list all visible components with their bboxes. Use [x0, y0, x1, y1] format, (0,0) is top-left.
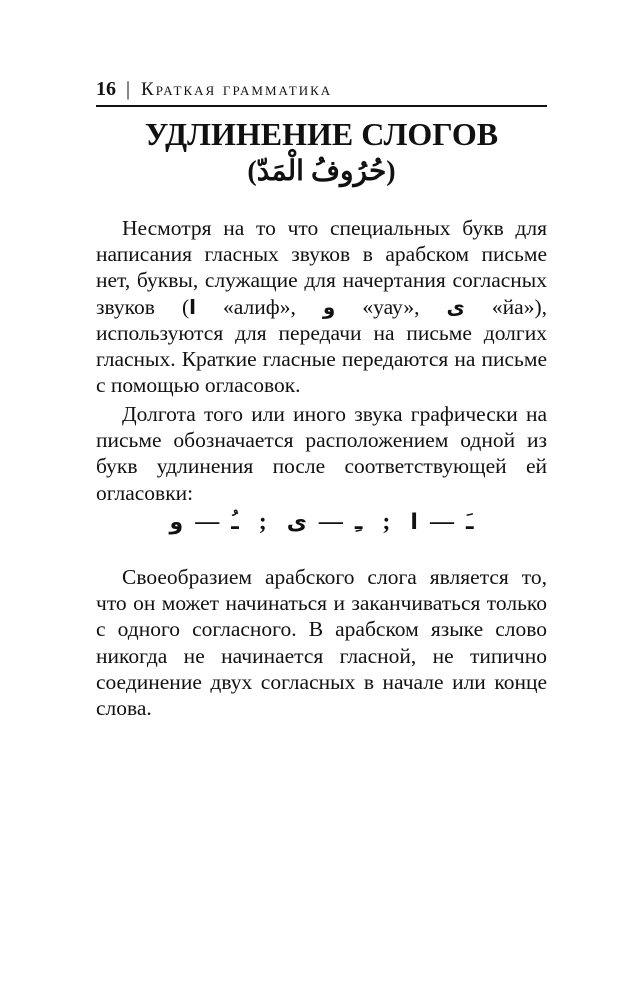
waw-letter: و [322, 294, 336, 319]
formula-dash: — [429, 509, 454, 535]
formula-semicolon: ; [382, 509, 391, 535]
alif-letter: ا [189, 294, 196, 319]
book-title: Краткая грамматика [141, 79, 333, 100]
chapter-subtitle-arabic: (حُرُوفُ الْمَدّ) [247, 156, 396, 187]
waw-name: «уау», [335, 294, 447, 319]
lengthening-formula [96, 507, 547, 538]
fatha-formula: ـَ [465, 510, 474, 535]
paragraph-long-vowels [96, 215, 547, 398]
kasra-formula: ـِ [354, 510, 363, 535]
ya-name-and-rest: «йа»), используются для передачи на письме долгих гласных. Краткие гласные передаются на письме с помощью огласовок. [96, 294, 547, 398]
chapter-title: УДЛИНЕНИЕ СЛОГОВ [144, 116, 499, 152]
formula-semicolon: ; [258, 509, 267, 535]
damma-formula: ـُ [231, 510, 239, 535]
ya-letter: ى [446, 294, 465, 319]
ya-formula: ى [286, 510, 307, 535]
header-separator: | [126, 78, 131, 100]
p1-text-start: Несмотря на то что специальных букв для написания гласных звуков в арабском письме нет, буквы, служащие для начертания согласных звуков ( [96, 216, 547, 319]
waw-formula: و [169, 510, 184, 535]
alif-formula: ا [410, 510, 418, 535]
paragraph-length-marking: Долгота того или иного звука графически на письме обозначается расположением одной из букв удлинения после соответствующей ей огласовки: [96, 402, 547, 505]
alif-name: «алиф», [196, 294, 323, 319]
paragraph-syllable-structure: Своеобразием арабского слога является то, что он может начинаться и заканчиваться только с одного согласного. В арабском языке слово никогда не начинается гласной, не типично соединение двух согласных в начале или конце слова. [96, 565, 547, 721]
formula-dash: — [195, 509, 220, 535]
header-rule [96, 105, 547, 107]
page-number: 16 [96, 78, 116, 100]
running-head [96, 78, 546, 101]
formula-dash: — [318, 509, 343, 535]
